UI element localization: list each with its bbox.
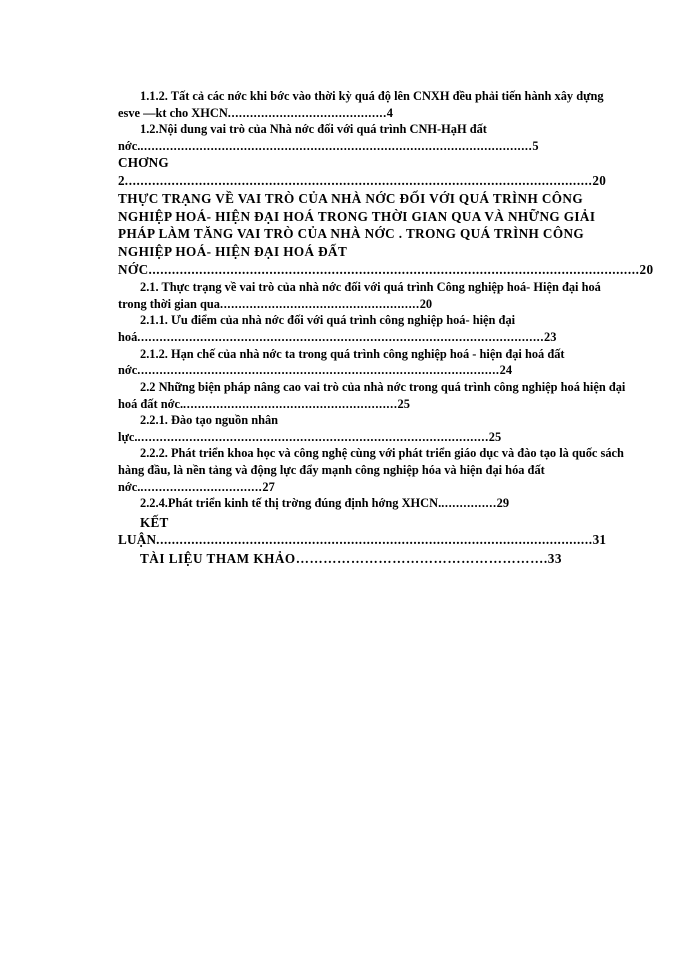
- toc-leader-dots: ...............................................................................................: [137, 429, 489, 444]
- toc-leader-dots: ..........................................................: [183, 396, 398, 411]
- toc-leader-dots: ..............................................................................................................................: [148, 261, 640, 277]
- toc-entry-text: CHƠNG 2: [118, 155, 169, 189]
- toc-entry-text: 2.2.2. Phát triển khoa học và công nghệ cùng với phát triển giáo dục và đào tạo là quốc sách hàng đầu, là nền tảng và động lực đẩy mạnh công nghiệp hóa và hiện đại hóa đất nớc.: [118, 446, 624, 494]
- toc-leader-dots: ........................................................................................................................: [124, 173, 593, 189]
- toc-entry: [118, 154, 628, 189]
- toc-entry-text: 2.2 Những biện pháp nâng cao vai trò của nhà nớc trong quá trình công nghiệp hoá hiện đại hoá đất nớc.: [118, 379, 626, 411]
- toc-entry: [118, 550, 628, 568]
- toc-entry: [118, 346, 628, 379]
- toc-page-number: 33: [547, 551, 562, 567]
- toc-entry: [118, 190, 654, 278]
- toc-leader-dots: ..........................................................................................................: [140, 138, 533, 153]
- toc-entry-text: 2.2.4.Phát triển kinh tế thị trờng đúng định hớng XHCN.: [140, 496, 442, 511]
- toc-entry-text: 2.2.1. Đào tạo nguồn nhân lực.: [118, 413, 279, 444]
- toc-page-number: 25: [488, 429, 502, 444]
- toc-entry: [118, 445, 628, 495]
- toc-entry-text: 2.1.2. Hạn chế của nhà nớc ta trong quá trình công nghiệp hoá - hiện đại hoá đất nớc: [118, 346, 565, 378]
- toc-entry-text: 2.1. Thực trạng về vai trò của nhà nớc đối với quá trình Công nghiệp hoá- Hiện đại hoá trong thời gian qua: [118, 280, 601, 311]
- toc-page-number: 29: [496, 496, 510, 511]
- toc-page-number: 5: [532, 138, 539, 153]
- toc-page-number: 27: [262, 479, 275, 494]
- toc-entry-text: THỰC TRẠNG VỀ VAI TRÒ CỦA NHÀ NỚC ĐỐI VỚI QUÁ TRÌNH CÔNG NGHIỆP HOÁ- HIỆN ĐẠI HOÁ TRONG THỜI GIAN QUA VÀ NHỮNG GIẢI PHÁP LÀM TĂNG VAI TRÒ CỦA NHÀ NỚC . TRONG QUÁ TRÌNH CÔNG NGHIỆP HOÁ- HIỆN ĐẠI HOÁ ĐẤT NỚC: [118, 190, 596, 277]
- toc-entry-text: 1.1.2. Tất cả các nớc khi bớc vào thời kỳ quá độ lên CNXH đều phải tiến hành xây dựng esve —kt cho XHCN: [118, 89, 604, 120]
- toc-page-number: 20: [419, 296, 433, 311]
- toc-entry: [118, 514, 628, 549]
- toc-entry: [118, 412, 628, 445]
- toc-page-number: 23: [544, 330, 557, 345]
- toc-entry: [118, 279, 628, 312]
- toc-page-number: 31: [592, 532, 607, 548]
- toc-entry: [118, 312, 628, 345]
- toc-leader-dots: ..................................................................................................: [137, 363, 500, 378]
- toc-leader-dots: ……………………………………………….: [295, 551, 548, 567]
- toc-entry: [118, 379, 628, 412]
- toc-page-number: 24: [499, 363, 513, 378]
- toc-entry-text: 2.1.1. Ưu điểm của nhà nớc đối với quá trình công nghiệp hoá- hiện đại hoá: [118, 313, 516, 345]
- toc-entry-text: TÀI LIỆU THAM KHẢO: [140, 551, 296, 567]
- toc-leader-dots: ..............................................................................................................: [137, 330, 545, 345]
- toc-leader-dots: ...........................................: [227, 105, 387, 120]
- toc-entry-text: KẾT LUẬN: [118, 514, 169, 548]
- toc-leader-dots: ................................................................................................................: [156, 532, 593, 548]
- toc-page-number: 4: [386, 105, 393, 120]
- toc-entry: [118, 88, 628, 121]
- toc-leader-dots: ...............: [441, 496, 497, 511]
- toc-entry: [118, 495, 628, 512]
- toc-leader-dots: .................................: [140, 479, 263, 494]
- toc-entry: [118, 121, 628, 154]
- toc-page-number: 25: [397, 396, 410, 411]
- table-of-contents: [118, 88, 654, 568]
- toc-entry-text: 1.2.Nội dung vai trò của Nhà nớc đối với quá trình CNH-HạH đất nớc.: [118, 122, 487, 153]
- toc-leader-dots: ......................................................: [220, 296, 420, 311]
- toc-page-number: 20: [592, 173, 607, 189]
- toc-page-number: 20: [639, 261, 654, 277]
